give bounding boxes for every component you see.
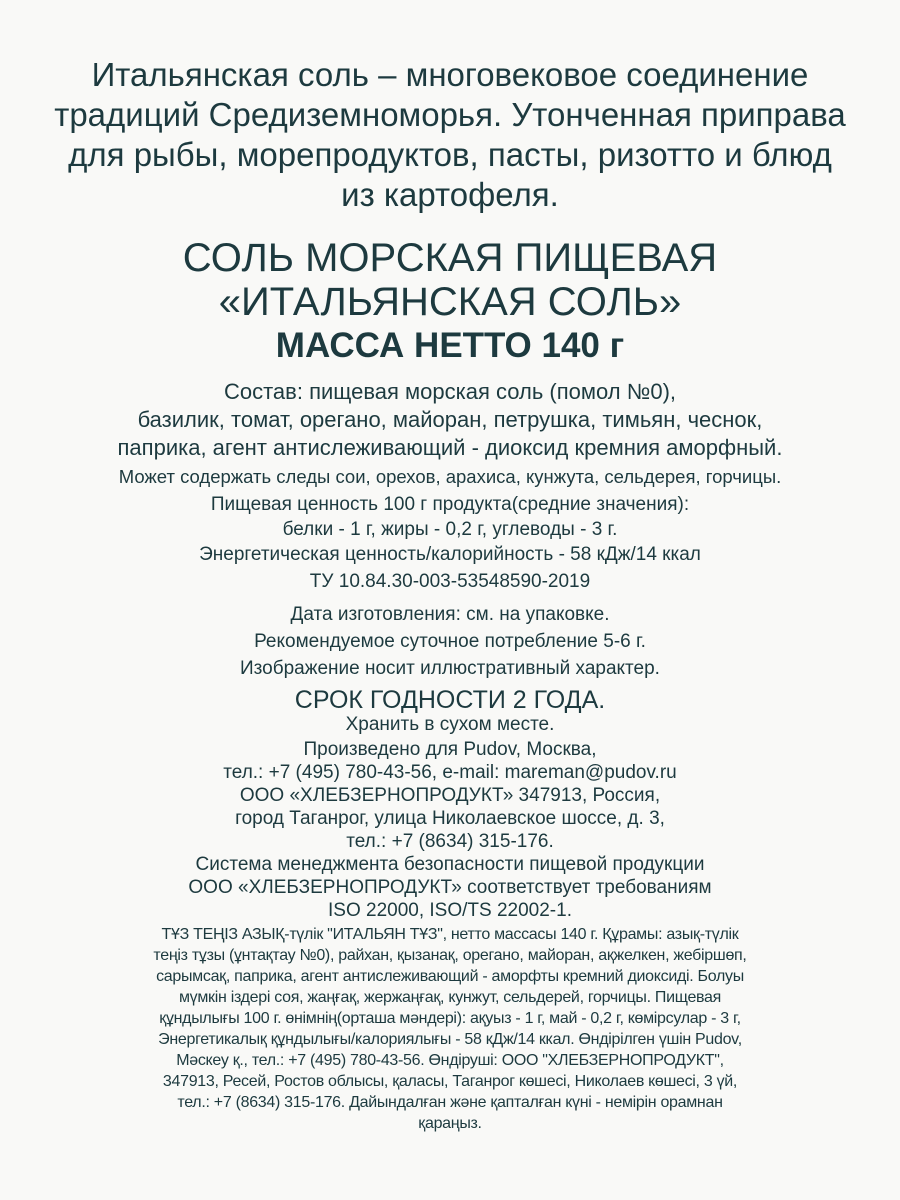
storage-conditions (0, 712, 900, 737)
net-mass: МАССА НЕТТО 140 г (275, 326, 625, 365)
intro-line: Итальянская соль – многовековое соединение (91, 56, 809, 93)
nutrition-line: Пищевая ценность 100 г продукта(средние значения): (210, 494, 690, 515)
tu-code: ТУ 10.84.30-003-53548590-2019 (309, 571, 591, 592)
kazakh-line: Энергетикалық құндылығы/калориялығы - 58 кДж/14 ккал. Өндірілген үшін Pudov, (158, 1031, 742, 1048)
kazakh-line: сарымсақ, паприка, агент антислеживающий - аморфты кремний диоксиді. Болуы (156, 968, 744, 985)
intro-line: для рыбы, морепродуктов, пасты, ризотто и блюд (68, 136, 832, 173)
kazakh-line: теңіз тұзы (ұнтақтау №0), райхан, қызанақ, ореганo, майоран, ақжелкен, жебіршөп, (153, 947, 747, 964)
allergen-warning (0, 465, 900, 489)
producer-line: тел.: +7 (8634) 315-176. (346, 831, 554, 852)
kazakh-line: Мәскеу қ., тел.: +7 (495) 780-43-56. Өндіруші: ООО "ХЛЕБЗЕРНОПРОДУКТ", (176, 1052, 724, 1069)
producer-line: тел.: +7 (495) 780-43-56, e-mail: mareman@pudov.ru (223, 762, 677, 783)
misc-line: Изображение носит иллюстративный характер. (240, 658, 660, 679)
kazakh-translation (0, 924, 900, 1134)
composition-line: Состав: пищевая морская соль (помол №0), (223, 379, 677, 404)
producer-line: Система менеджмента безопасности пищевой продукции (195, 854, 705, 875)
nutrition-line: Энергетическая ценность/калорийность - 58 кДж/14 ккал (199, 544, 701, 565)
producer-info (0, 738, 900, 922)
kazakh-line: қараңыз. (418, 1115, 482, 1132)
producer-line: ISO 22000, ISO/TS 22002-1. (328, 900, 572, 921)
intro-paragraph (0, 55, 900, 215)
shelf-life-text: СРОК ГОДНОСТИ 2 ГОДА. (294, 686, 606, 714)
title-line-1: СОЛЬ МОРСКАЯ ПИЩЕВАЯ (182, 236, 718, 280)
kazakh-line: ТҰЗ ТЕҢІЗ АЗЫҚ-түлік "ИТАЛЬЯН ТҰЗ", нетто массасы 140 г. Құрамы: азық-түлік (161, 926, 739, 943)
producer-line: ООО «ХЛЕБЗЕРНОПРОДУКТ» 347913, Россия, (239, 785, 661, 806)
composition-line: базилик, томат, орегано, майоран, петрушка, тимьян, чеснок, (137, 407, 763, 432)
storage-text: Хранить в сухом месте. (345, 714, 555, 735)
producer-line: город Таганрог, улица Николаевское шоссе, д. 3, (235, 808, 665, 829)
misc-line: Рекомендуемое суточное потребление 5-6 г. (254, 631, 646, 652)
intro-line: из картофеля. (341, 176, 559, 213)
allergen-text: Может содержать следы сои, орехов, арахиса, кунжута, сельдерея, горчицы. (118, 466, 782, 487)
kazakh-line: 347913, Ресей, Ростов облысы, қаласы, Таганрог көшесі, Николаев көшесі, 3 үй, (162, 1073, 738, 1090)
kazakh-line: мүмкін іздері соя, жаңғақ, жержаңғақ, кунжут, сельдерей, горчицы. Пищевая (178, 989, 722, 1006)
title-line-2: «ИТАЛЬЯНСКАЯ СОЛЬ» (218, 280, 682, 324)
misc-info (0, 601, 900, 682)
misc-line: Дата изготовления: см. на упаковке. (290, 604, 610, 625)
nutrition-line: белки - 1 г, жиры - 0,2 г, углеводы - 3 г. (282, 519, 618, 540)
intro-line: традиций Средиземноморья. Утонченная приправа (54, 96, 846, 133)
technical-spec (0, 570, 900, 594)
producer-line: ООО «ХЛЕБЗЕРНОПРОДУКТ» соответствует требованиям (188, 877, 712, 898)
kazakh-line: құндылығы 100 г. өнімнің(орташа мәндері): ақуыз - 1 г, май - 0,2 г, көмірсулар - 3 г, (159, 1010, 741, 1027)
composition-line: паприка, агент антислеживающий - диоксид кремния аморфный. (117, 435, 783, 460)
composition (0, 378, 900, 462)
producer-line: Произведено для Pudov, Москва, (303, 739, 597, 760)
product-title (0, 236, 900, 368)
kazakh-line: тел.: +7 (8634) 315-176. Дайындалған және қапталған күні - немірін орамнан (177, 1094, 723, 1111)
nutrition-facts (0, 492, 900, 567)
